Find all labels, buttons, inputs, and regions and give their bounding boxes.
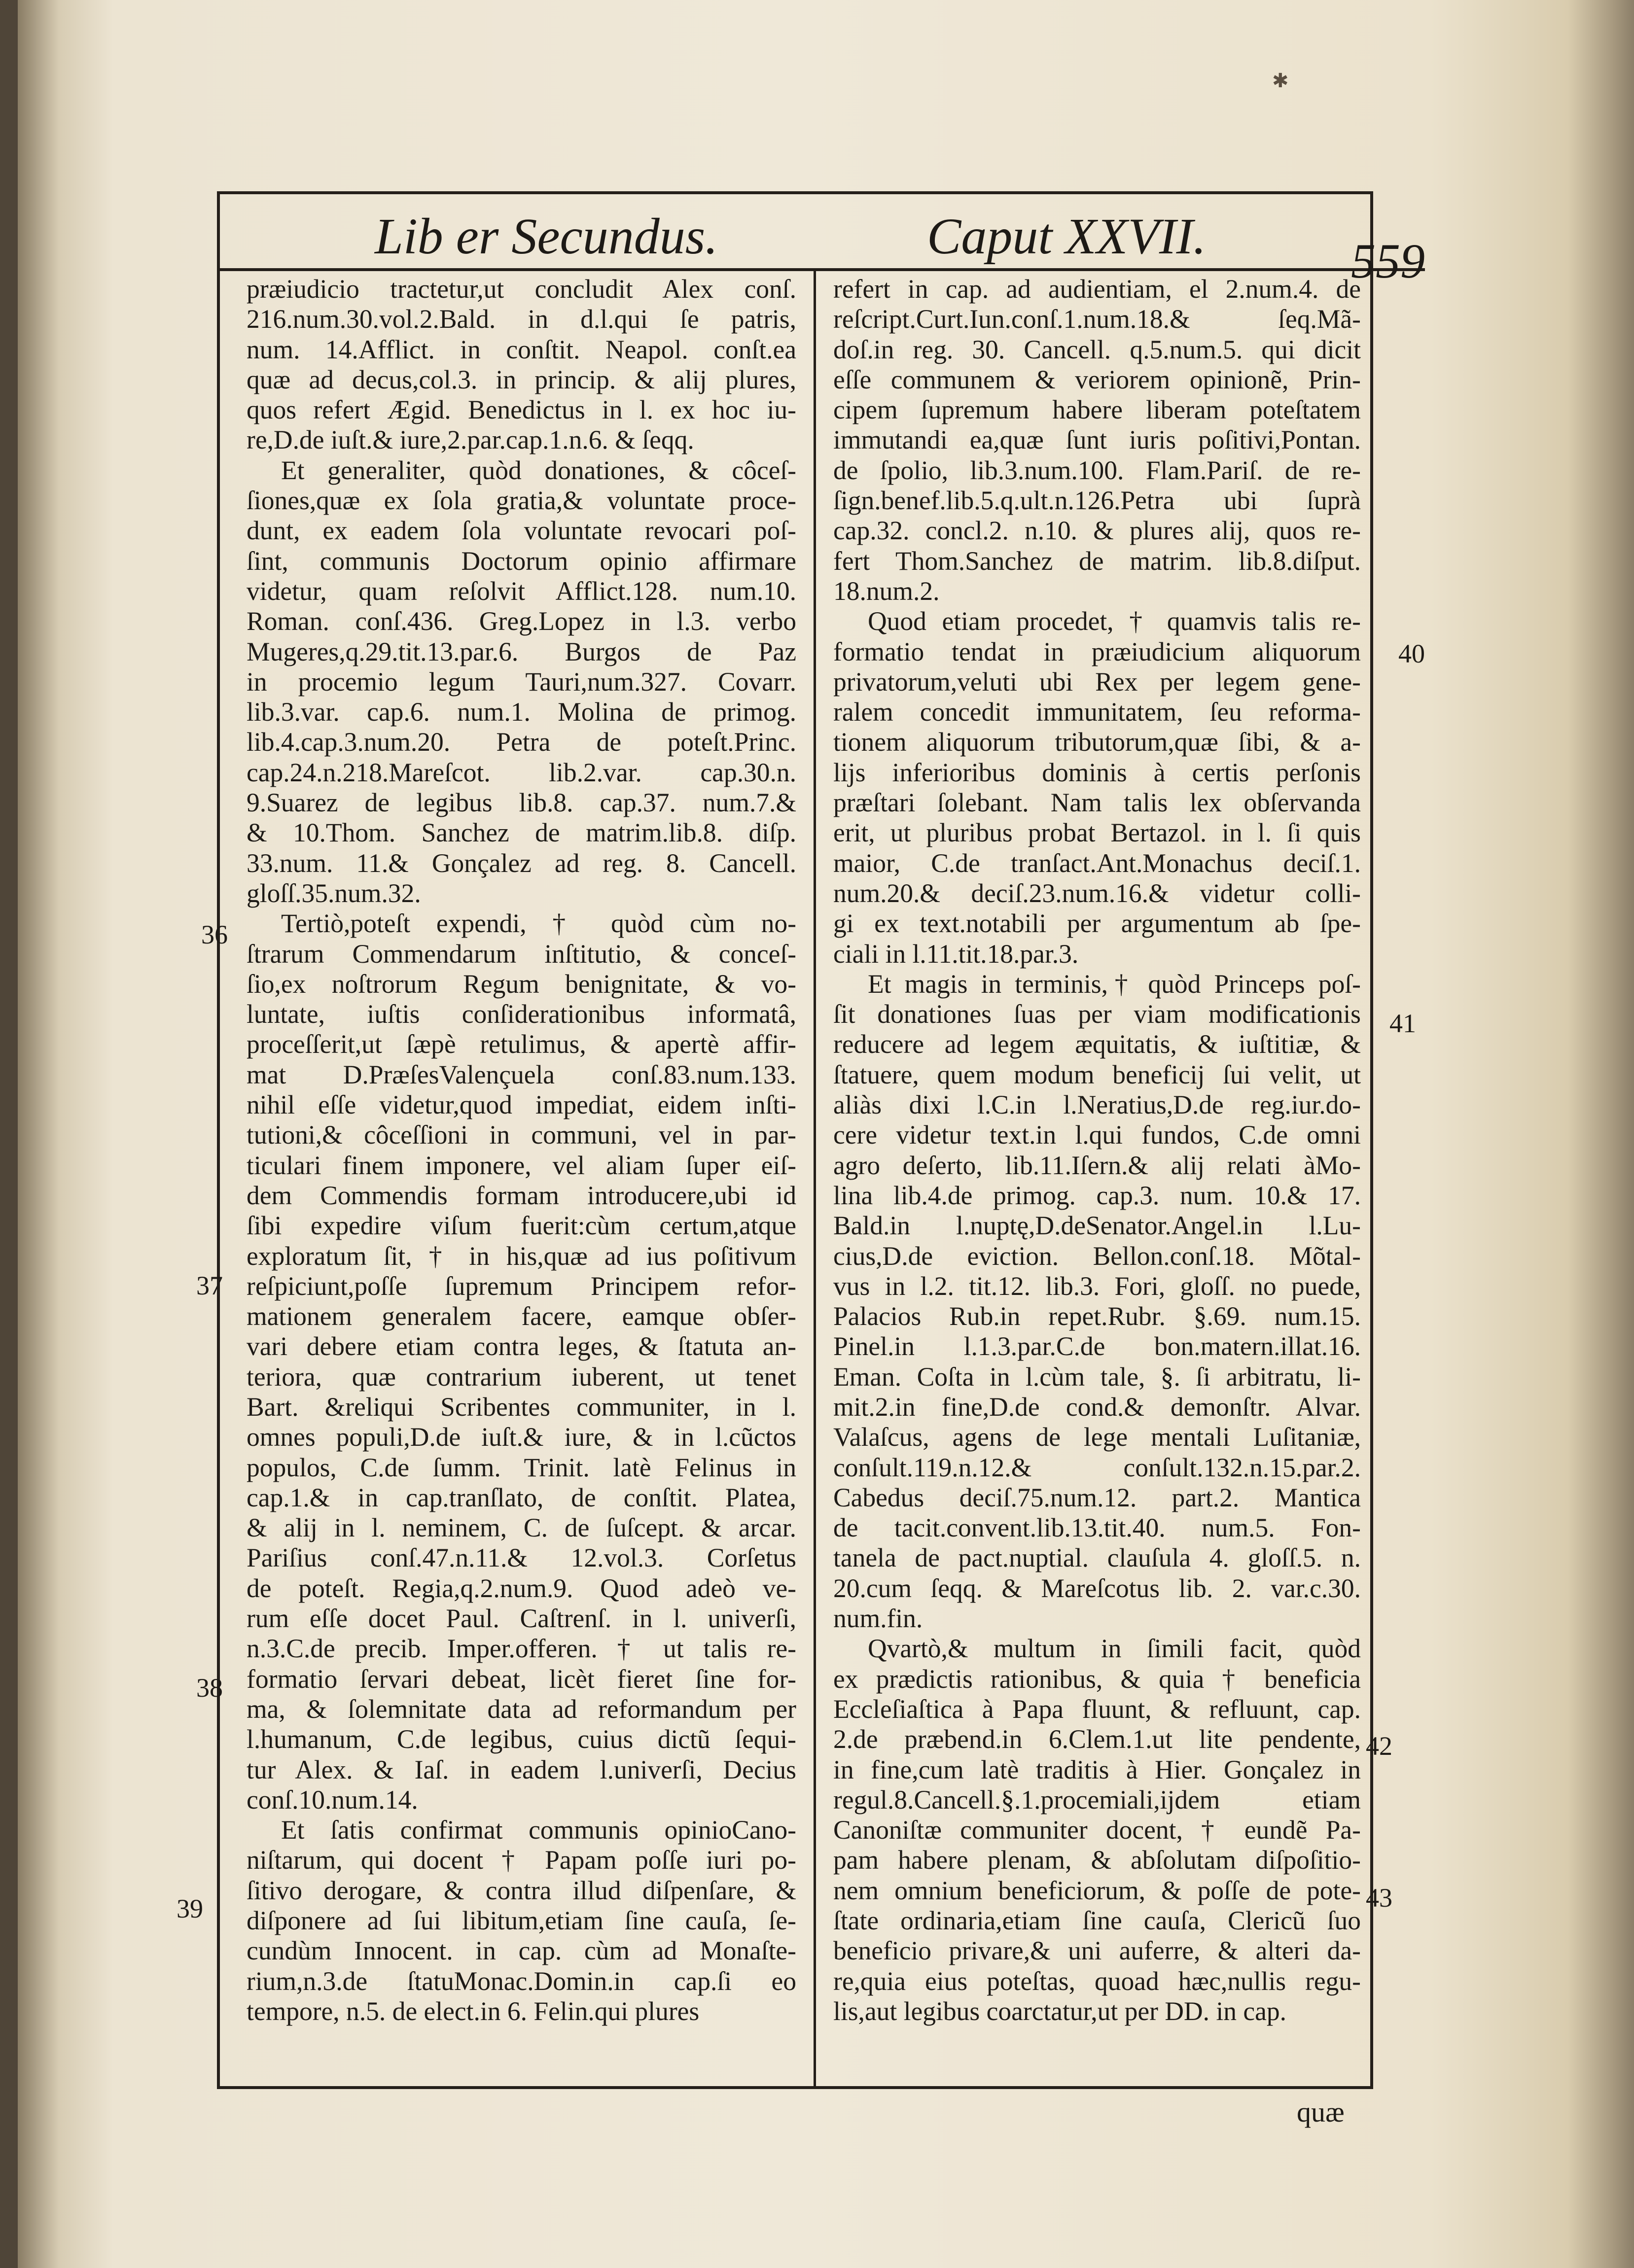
text-line: privatorum,veluti ubi Rex per legem gene- <box>833 666 1361 697</box>
running-head-book: Lib er Secundus. <box>375 208 718 265</box>
text-line: omnes populi,D.de iuſt.& iure, & in l.cũctos <box>247 1422 796 1452</box>
text-line: 216.num.30.vol.2.Bald. in d.l.qui ſe patris, <box>247 304 796 334</box>
paragraph <box>833 606 1361 969</box>
text-line: cere videtur text.in l.qui fundos, C.de omni <box>833 1120 1361 1150</box>
text-line: Mugeres,q.29.tit.13.par.6. Burgos de Paz <box>247 636 796 666</box>
text-line: ſit donationes ſuas per viam modificationis <box>833 999 1361 1029</box>
text-line: doſ.in reg. 30. Cancell. q.5.num.5. qui dicit <box>833 334 1361 364</box>
text-line: reducere ad legem æquitatis, & iuſtitiæ, & <box>833 1029 1361 1059</box>
text-line: ſign.benef.lib.5.q.ult.n.126.Petra ubi ſuprà <box>833 486 1361 516</box>
text-line: num. 14.Afflict. in conſtit. Neapol. conſt.ea <box>247 334 796 364</box>
text-line: ſio,ex noſtrorum Regum benignitate, & vo- <box>247 969 796 999</box>
text-line: ralem concedit immunitatem, ſeu reforma- <box>833 697 1361 727</box>
text-line: eſſe communem & veriorem opinionẽ, Prin- <box>833 364 1361 394</box>
text-line: lijs inferioribus dominis à certis perſonis <box>833 757 1361 787</box>
text-line: num.fin. <box>833 1604 923 1634</box>
text-line: cap.24.n.218.Mareſcot. lib.2.var. cap.30.n. <box>247 757 796 787</box>
book-spine-edge <box>0 0 18 2268</box>
text-line: Quod etiam procedet, † quamvis talis re- <box>868 606 1361 636</box>
margin-number-37: 37 <box>196 1271 223 1300</box>
text-line: lis,aut legibus coarctatur,ut per DD. in cap. <box>833 1996 1286 2026</box>
text-line: tionem aliquorum tributorum,quæ ſibi, & a- <box>833 727 1361 757</box>
text-line: reſpiciunt,poſſe ſupremum Principem refor- <box>247 1271 796 1301</box>
margin-number-42: 42 <box>1366 1731 1392 1761</box>
text-line: cipem ſupremum habere liberam poteſtatem <box>833 395 1361 425</box>
text-line: lib.4.cap.3.num.20. Petra de poteſt.Princ. <box>247 727 796 757</box>
text-line: in procemio legum Tauri,num.327. Covarr. <box>247 666 796 697</box>
text-line: nem omnium beneficiorum, & poſſe de pote- <box>833 1875 1361 1905</box>
margin-number-41: 41 <box>1389 1009 1416 1038</box>
text-line: lina lib.4.de primog. cap.3. num. 10.& 17. <box>833 1180 1361 1210</box>
margin-number-43: 43 <box>1366 1883 1392 1913</box>
paragraph <box>247 455 796 908</box>
paragraph <box>833 274 1361 606</box>
text-line: niſtarum, qui docent † Papam poſſe iuri po- <box>247 1845 796 1875</box>
text-line: Palacios Rub.in repet.Rubr. §.69. num.15. <box>833 1301 1361 1331</box>
text-line: agro deſerto, lib.11.Iſern.& alij relati àMo- <box>833 1150 1361 1180</box>
margin-number-39: 39 <box>177 1894 203 1923</box>
text-line: l.humanum, C.de legibus, cuius dictũ ſequi- <box>247 1724 796 1754</box>
text-line: Et ſatis confirmat communis opinioCano- <box>281 1815 796 1845</box>
margin-number-40: 40 <box>1398 639 1425 668</box>
text-line: gloſſ.35.num.32. <box>247 878 421 908</box>
text-line: n.3.C.de precib. Imper.offeren. † ut talis re- <box>247 1634 796 1664</box>
text-line: quos refert Ægid. Benedictus in l. ex hoc iu- <box>247 395 796 425</box>
text-line: ſint, communis Doctorum opinio affirmare <box>247 546 796 576</box>
text-line: ex prædictis rationibus, & quia † beneficia <box>833 1664 1361 1694</box>
text-line: mat D.PræſesValençuela conſ.83.num.133. <box>247 1059 796 1089</box>
text-line: Et generaliter, quòd donationes, & côceſ- <box>281 455 796 485</box>
text-line: erit, ut pluribus probat Bertazol. in l. ſi quis <box>833 818 1361 848</box>
text-line: immutandi ea,quæ ſunt iuris poſitivi,Pontan. <box>833 425 1361 455</box>
text-line: videtur, quam reſolvit Afflict.128. num.10. <box>247 576 796 606</box>
paragraph <box>833 969 1361 1634</box>
text-line: 20.cum ſeqq. & Mareſcotus lib. 2. var.c.30. <box>833 1573 1361 1603</box>
text-line: præſtari ſolebant. Nam talis lex obſervanda <box>833 788 1361 818</box>
text-line: tempore, n.5. de elect.in 6. Felin.qui plures <box>247 1996 700 2026</box>
text-line: formatio tendat in præiudicium aliquorum <box>833 636 1361 666</box>
right-column <box>833 274 1361 2088</box>
text-line: Roman. conſ.436. Greg.Lopez in l.3. verbo <box>247 606 796 636</box>
text-line: cius,D.de eviction. Bellon.conſ.18. Mõtal- <box>833 1241 1361 1271</box>
text-line: gi ex text.notabili per argumentum ab ſpe- <box>833 908 1361 939</box>
text-line: Bald.in l.nuptę,D.deSenator.Angel.in l.Lu- <box>833 1211 1361 1241</box>
text-line: ciali in l.11.tit.18.par.3. <box>833 939 1079 969</box>
text-line: ſiones,quæ ex ſola gratia,& voluntate proce- <box>247 486 796 516</box>
header-rule <box>217 268 1425 271</box>
text-line: exploratum ſit, † in his,quæ ad ius poſitivum <box>247 1241 796 1271</box>
text-line: pam habere plenam, & abſolutam diſpoſitio- <box>833 1845 1361 1875</box>
text-line: Canoniſtæ communiter docent, † eundẽ Pa- <box>833 1815 1361 1845</box>
text-line: cap.1.& in cap.tranſlato, de conſtit. Platea, <box>247 1482 796 1512</box>
ink-speck: ✱ <box>1272 70 1289 92</box>
margin-number-38: 38 <box>196 1673 223 1703</box>
text-line: de ſpolio, lib.3.num.100. Flam.Pariſ. de re- <box>833 455 1361 485</box>
text-line: lib.3.var. cap.6. num.1. Molina de primog. <box>247 697 796 727</box>
left-column <box>247 274 796 2088</box>
text-line: luntate, iuſtis conſiderationibus informatâ, <box>247 999 796 1029</box>
text-line: populos, C.de ſumm. Trinit. latè Felinus in <box>247 1452 796 1482</box>
text-line: tanela de pact.nuptial. clauſula 4. gloſſ.5. n. <box>833 1543 1361 1573</box>
text-line: & 10.Thom. Sanchez de matrim.lib.8. diſp. <box>247 818 796 848</box>
text-line: præiudicio tractetur,ut concludit Alex conſ. <box>247 274 796 304</box>
text-line: Et magis in terminis,† quòd Princeps poſ- <box>868 969 1361 999</box>
text-line: Tertiò,poteſt expendi, † quòd cùm no- <box>281 908 796 939</box>
text-line: ſtrarum Commendarum inſtitutio, & conceſ- <box>247 939 796 969</box>
text-line: mit.2.in fine,D.de cond.& demonſtr. Alvar. <box>833 1392 1361 1422</box>
text-line: Eman. Coſta in l.cùm tale, §. ſi arbitratu, li- <box>833 1361 1361 1392</box>
paragraph <box>247 908 796 1815</box>
text-line: nihil eſſe videtur,quod impediat, eidem inſti- <box>247 1090 796 1120</box>
text-line: Pariſius conſ.47.n.11.& 12.vol.3. Corſetus <box>247 1543 796 1573</box>
text-line: de poteſt. Regia,q.2.num.9. Quod adeò ve- <box>247 1573 796 1603</box>
text-line: vus in l.2. tit.12. lib.3. Fori, gloſſ. no puede, <box>833 1271 1361 1301</box>
text-line: Valaſcus, agens de lege mentali Luſitaniæ, <box>833 1422 1361 1452</box>
text-line: & alij in l. neminem, C. de ſuſcept. & arcar. <box>247 1513 796 1543</box>
text-line: rum eſſe docet Paul. Caſtrenſ. in l. univerſi, <box>247 1604 796 1634</box>
text-line: conſult.119.n.12.& conſult.132.n.15.par.2. <box>833 1452 1361 1482</box>
text-line: Pinel.in l.1.3.par.C.de bon.matern.illat.16. <box>833 1331 1361 1361</box>
catchword: quæ <box>1297 2096 1345 2128</box>
text-line: Qvartò,& multum in ſimili facit, quòd <box>868 1634 1361 1664</box>
text-line: Bart. &reliqui Scribentes communiter, in l. <box>247 1392 796 1422</box>
text-line: dem Commendis formam introducere,ubi id <box>247 1180 796 1210</box>
paragraph <box>833 1634 1361 2026</box>
text-line: Cabedus deciſ.75.num.12. part.2. Mantica <box>833 1482 1361 1512</box>
text-line: ſtate ordinaria,etiam ſine cauſa, Clericũ ſuo <box>833 1906 1361 1936</box>
text-line: dunt, ex eadem ſola voluntate revocari poſ- <box>247 516 796 546</box>
text-line: tur Alex. & Iaſ. in eadem l.univerſi, Decius <box>247 1754 796 1784</box>
text-line: beneficio privare,& uni auferre, & alteri da- <box>833 1936 1361 1966</box>
running-head-chapter: Caput XXVII. <box>927 208 1207 265</box>
text-line: cap.32. concl.2. n.10. & plures alij, quos re- <box>833 516 1361 546</box>
text-line: 2.de præbend.in 6.Clem.1.ut lite pendente, <box>833 1724 1361 1754</box>
text-line: formatio ſervari debeat, licèt fieret ſine for- <box>247 1664 796 1694</box>
page-number: 559 <box>1351 234 1425 288</box>
text-line: aliàs dixi l.C.in l.Neratius,D.de reg.iur.do- <box>833 1090 1361 1120</box>
paragraph <box>247 1815 796 2026</box>
text-line: quæ ad decus,col.3. in princip. & alij plures, <box>247 364 796 394</box>
text-line: de tacit.convent.lib.13.tit.40. num.5. Fon- <box>833 1513 1361 1543</box>
text-line: in fine,cum latè traditis à Hier. Gonçalez in <box>833 1754 1361 1784</box>
text-line: proceſſerit,ut ſæpè retulimus, & apertè affir- <box>247 1029 796 1059</box>
text-line: cundùm Innocent. in cap. cùm ad Monaſte- <box>247 1936 796 1966</box>
text-line: regul.8.Cancell.§.1.procemiali,ijdem etiam <box>833 1784 1361 1814</box>
text-line: teriora, quæ contrarium iuberent, ut tenet <box>247 1361 796 1392</box>
text-line: ticulari finem imponere, vel aliam ſuper eiſ- <box>247 1150 796 1180</box>
text-line: 33.num. 11.& Gonçalez ad reg. 8. Cancell. <box>247 848 796 878</box>
text-line: 18.num.2. <box>833 576 940 606</box>
text-line: re,D.de iuſt.& iure,2.par.cap.1.n.6. & ſeqq. <box>247 425 694 455</box>
text-line: num.20.& deciſ.23.num.16.& videtur colli- <box>833 878 1361 908</box>
margin-number-36: 36 <box>201 920 228 949</box>
text-line: ma, & ſolemnitate data ad reformandum per <box>247 1694 796 1724</box>
text-line: ſtatuere, quem modum beneficij ſui velit, ut <box>833 1059 1361 1089</box>
text-line: rium,n.3.de ſtatuMonac.Domin.in cap.ſi eo <box>247 1966 796 1996</box>
text-line: refert in cap. ad audientiam, el 2.num.4. de <box>833 274 1361 304</box>
text-line: tutioni,& côceſſioni in communi, vel in par- <box>247 1120 796 1150</box>
text-line: ſitivo derogare, & contra illud diſpenſare, & <box>247 1875 796 1905</box>
text-line: ſibi expedire viſum fuerit:cùm certum,atque <box>247 1211 796 1241</box>
text-line: diſponere ad ſui libitum,etiam ſine cauſa, ſe- <box>247 1906 796 1936</box>
text-line: fert Thom.Sanchez de matrim. lib.8.diſput. <box>833 546 1361 576</box>
text-line: re,quia eius poteſtas, quoad hæc,nullis regu- <box>833 1966 1361 1996</box>
text-line: mationem generalem facere, eamque obſer- <box>247 1301 796 1331</box>
text-line: reſcript.Curt.Iun.conſ.1.num.18.& ſeq.Mã- <box>833 304 1361 334</box>
paragraph <box>247 274 796 455</box>
text-line: 9.Suarez de legibus lib.8. cap.37. num.7.& <box>247 788 796 818</box>
text-line: maior, C.de tranſact.Ant.Monachus deciſ.1. <box>833 848 1361 878</box>
text-line: vari debere etiam contra leges, & ſtatuta an- <box>247 1331 796 1361</box>
column-divider <box>814 271 816 2089</box>
text-line: Eccleſiaſtica à Papa fluunt, & refluunt, cap. <box>833 1694 1361 1724</box>
text-line: conſ.10.num.14. <box>247 1784 418 1814</box>
